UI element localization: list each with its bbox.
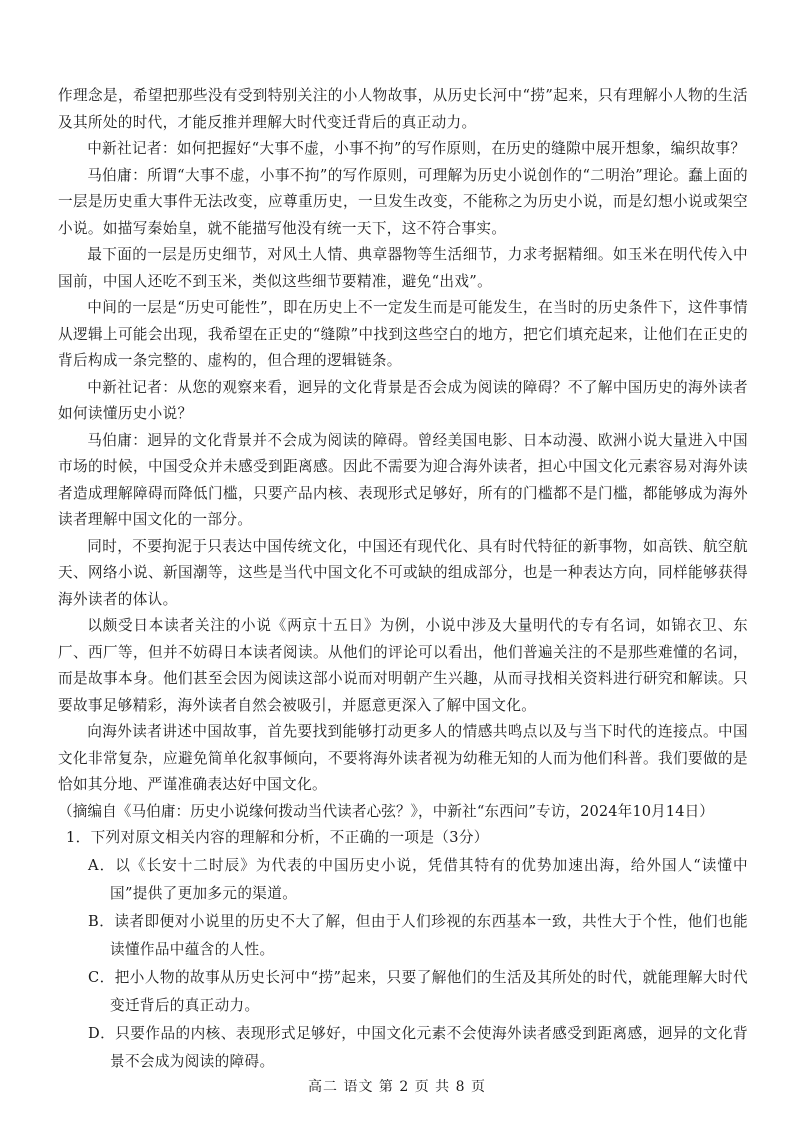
question-block <box>58 825 748 1076</box>
option-a: A．以《长安十二时辰》为代表的中国历史小说，凭借其特有的优势加速出海，给外国人“读懂中国”提供了更加多元的渠道。 <box>88 856 748 902</box>
paragraph-continuation: 作理念是，希望把那些没有受到特别关注的小人物故事，从历史长河中“捞”起来，只有理解小人物的生活及其所处的时代，才能反推并理解大时代变迁背后的真正动力。 <box>58 87 748 131</box>
option-d: D．只要作品的内核、表现形式足够好，中国文化元素不会使海外读者感受到距离感，迥异的文化背景不会成为阅读的障碍。 <box>88 1024 748 1070</box>
option-b: B．读者即便对小说里的历史不大了解，但由于人们珍视的东西基本一致，共性大于个性，他们也能读懂作品中蕴含的人性。 <box>88 912 748 958</box>
paragraph: 中间的一层是“历史可能性”，即在历史上不一定发生而是可能发生，在当时的历史条件下，这件事情从逻辑上可能会出现，我希望在正史的“缝隙”中找到这些空白的地方，把它们填充起来，让他们在正史的背后构成一条完整的、虚构的，但合理的逻辑链条。 <box>58 299 748 369</box>
paragraph: 以颇受日本读者关注的小说《两京十五日》为例，小说中涉及大量明代的专有名词，如锦衣卫、东厂、西厂等，但并不妨碍日本读者阅读。从他们的评论可以看出，他们普遍关注的不是那些难懂的名词，而是故事本身。他们甚至会因为阅读这部小说而对明朝产生兴趣，从而寻找相关资料进行研究和解读。只要故事足够精彩，海外读者自然会被吸引，并愿意更深入了解中国文化。 <box>58 617 748 714</box>
paragraph: 向海外读者讲述中国故事，首先要找到能够打动更多人的情感共鸣点以及与当下时代的连接点。中国文化非常复杂，应避免简单化叙事倾向，不要将海外读者视为幼稚无知的人而为他们科普。我们要做的是恰如其分地、严谨准确表达好中国文化。 <box>58 723 748 793</box>
paragraph: 同时，不要拘泥于只表达中国传统文化，中国还有现代化、具有时代特征的新事物，如高铁、航空航天、网络小说、新国潮等，这些是当代中国文化不可或缺的组成部分，也是一种表达方向，同样能够获得海外读者的体认。 <box>58 537 748 608</box>
paragraph: 马伯庸：所谓“大事不虚，小事不拘”的写作原则，可理解为历史小说创作的“二明治”理论。蠢上面的一层是历史重大事件无法改变，应尊重历史，一旦发生改变，不能称之为历史小说，而是幻想小说或架空小说。如描写秦始皇，就不能描写他没有统一天下，这不符合事实。 <box>58 166 748 237</box>
paragraph: 中新社记者：从您的观察来看，迥异的文化背景是否会成为阅读的障碍？不了解中国历史的海外读者如何读懂历史小说？ <box>58 378 748 422</box>
article-body <box>58 83 748 1076</box>
page-footer: 高二 语文 第 2 页 共 8 页 <box>308 1079 486 1095</box>
paragraph: 中新社记者：如何把握好“大事不虚，小事不拘”的写作原则，在历史的缝隙中展开想象，编织故事？ <box>87 140 746 157</box>
paragraph: 马伯庸：迥异的文化背景并不会成为阅读的障碍。曾经美国电影、日本动漫、欧洲小说大量进入中国市场的时候，中国受众并未感受到距离感。因此不需要为迎合海外读者，担心中国文化元素容易对海外读者造成理解障碍而降低门槛，只要产品内核、表现形式足够好，所有的门槛都不是门槛，都能够成为海外读者理解中国文化的一部分。 <box>58 431 748 528</box>
source-citation: （摘编自《马伯庸：历史小说缘何拨动当代读者心弦？》，中新社“东西问”专访，2024年10月14日） <box>58 802 714 820</box>
paragraph: 最下面的一层是历史细节，对风土人情、典章器物等生活细节，力求考据精细。如玉米在明代传入中国前，中国人还吃不到玉米，类似这些细节要精准，避免“出戏”。 <box>58 246 748 290</box>
question-stem: 1．下列对原文相关内容的理解和分析，不正确的一项是（3分） <box>66 829 489 846</box>
option-c: C．把小人物的故事从历史长河中“捞”起来，只要了解他们的生活及其所处的时代，就能理解大时代变迁背后的真正动力。 <box>88 968 748 1014</box>
